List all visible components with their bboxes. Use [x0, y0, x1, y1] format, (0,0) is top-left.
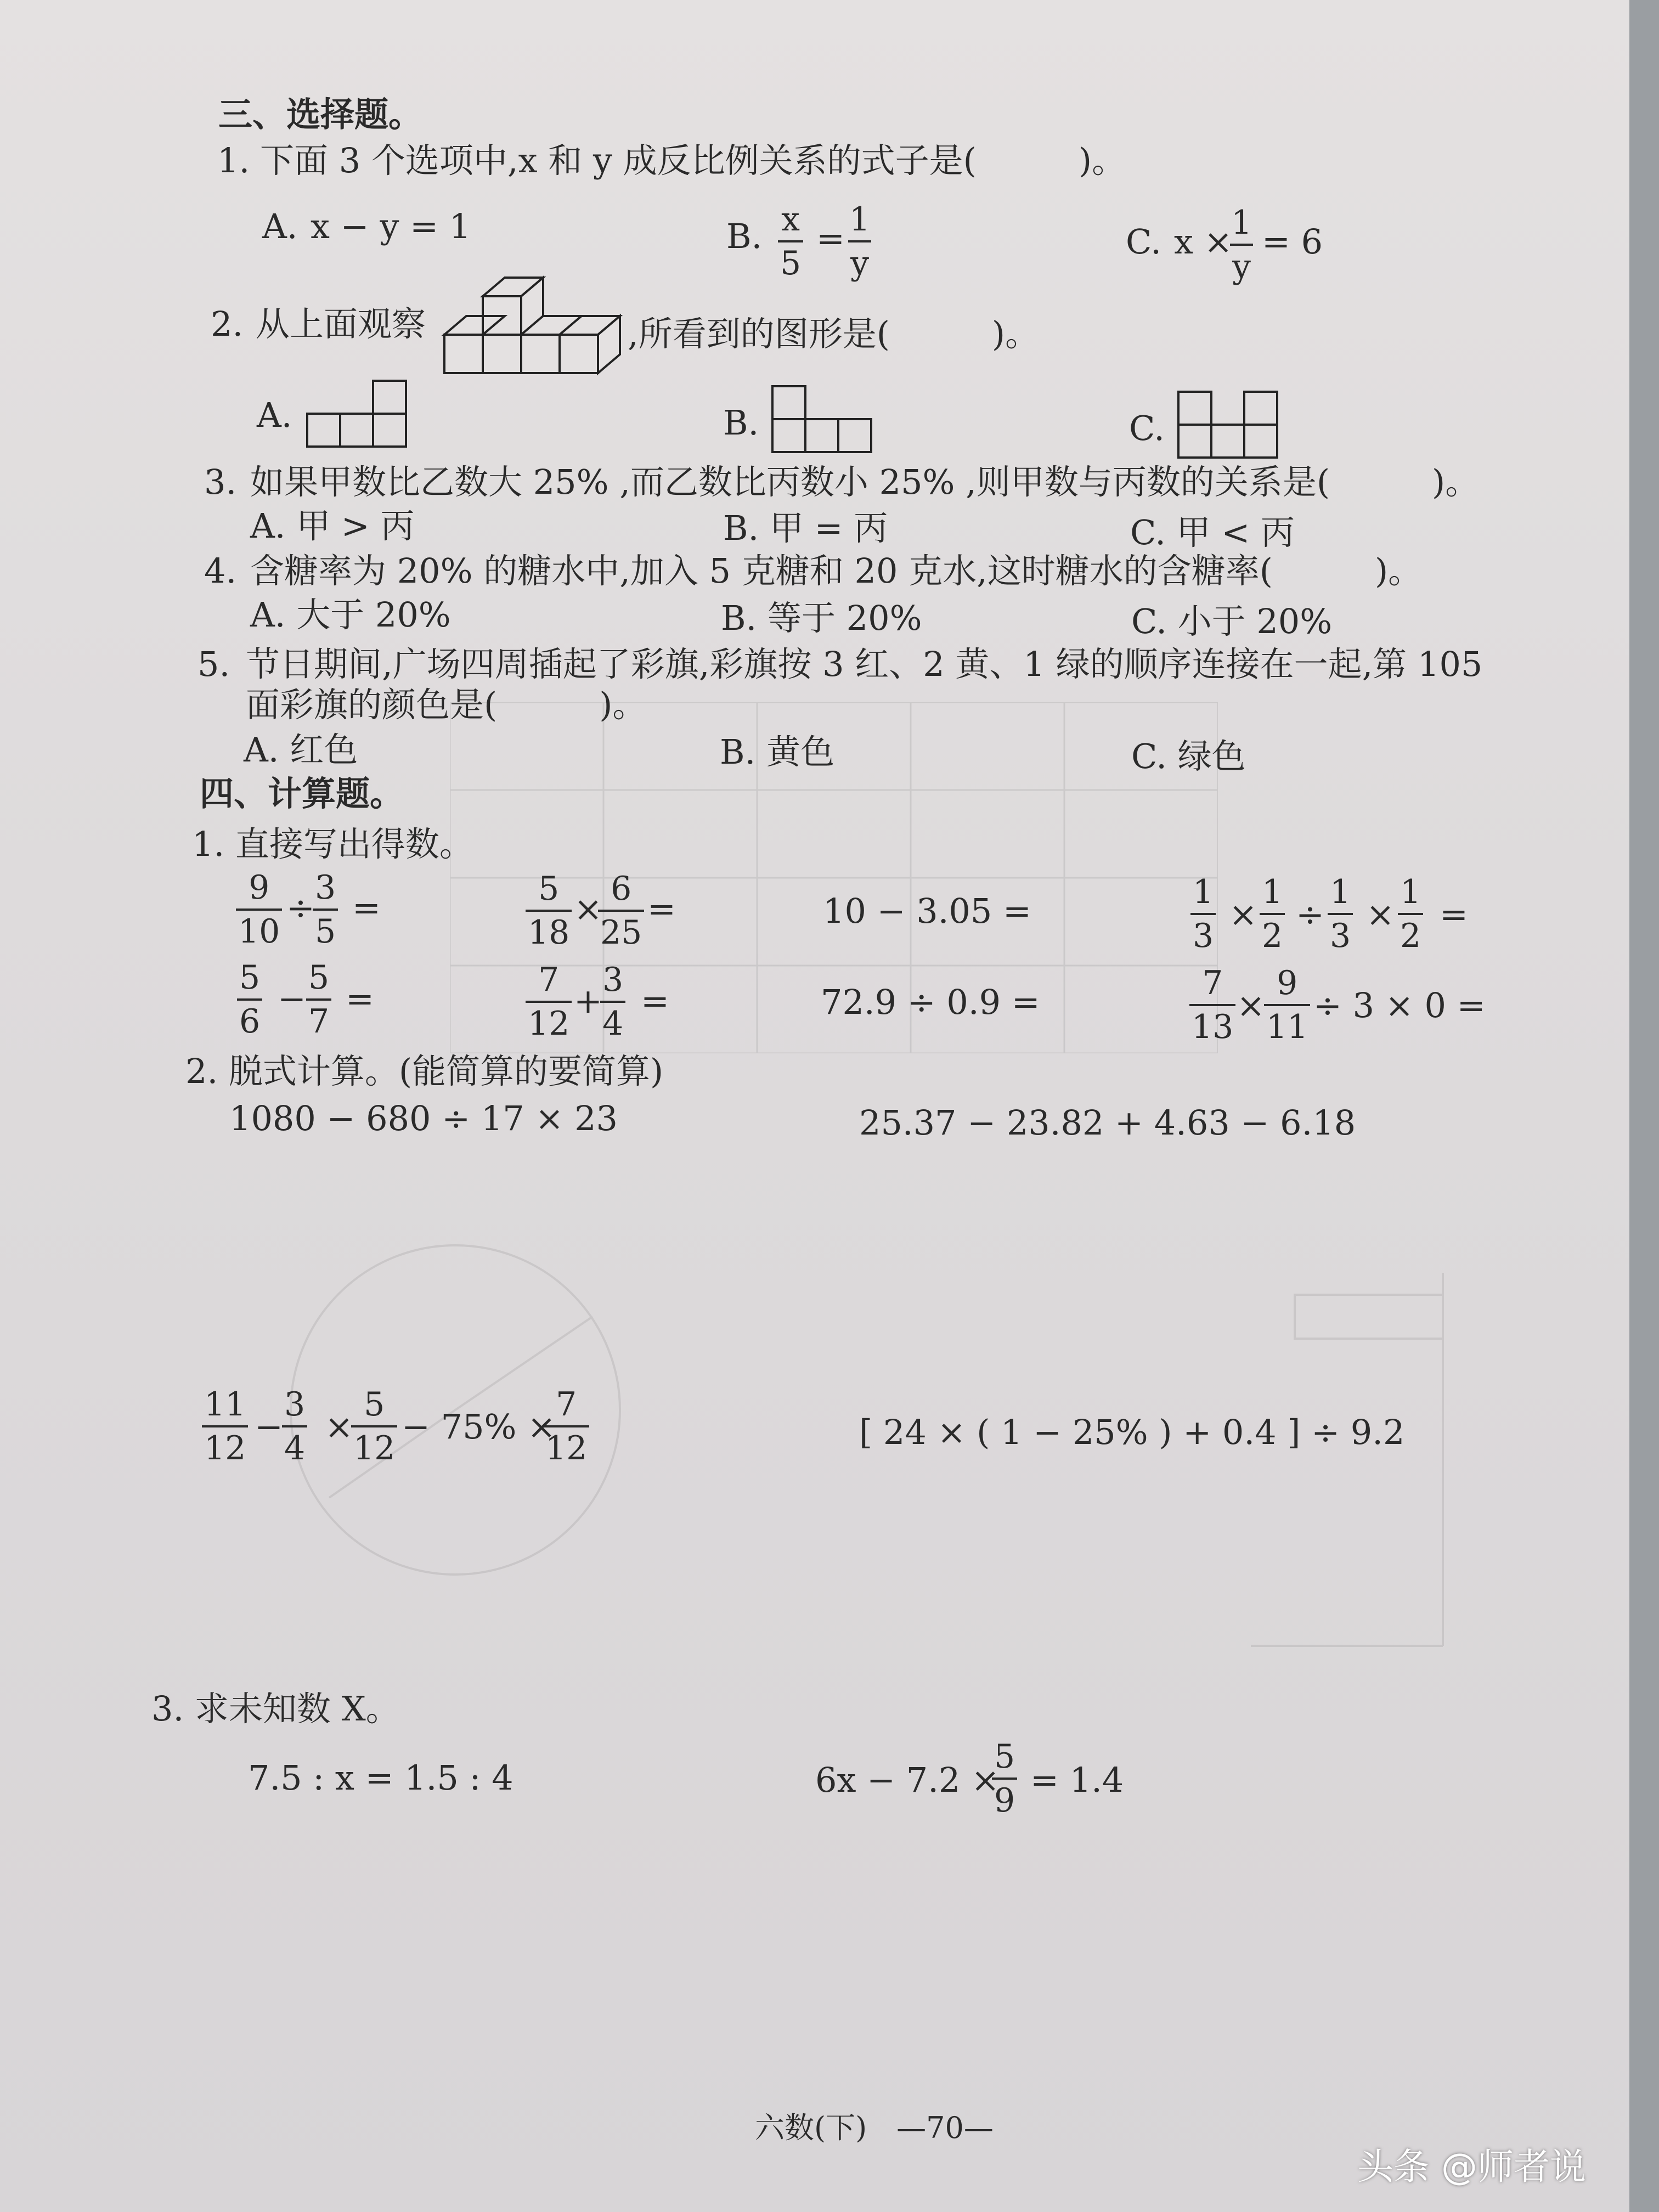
- fraction-numerator: 6: [611, 870, 632, 908]
- q2-number: 2.: [211, 304, 244, 344]
- fraction-denominator: y: [848, 240, 871, 280]
- q4-text: 含糖率为 20% 的糖水中,加入 5 克糖和 20 克水,这时糖水的含糖率( )。: [250, 551, 1423, 591]
- fraction-numerator: x: [781, 200, 800, 239]
- fraction-numerator: 3: [284, 1385, 306, 1424]
- q4-option-c: C. 小于 20%: [1131, 601, 1333, 641]
- cube-stack-figure: [439, 274, 625, 379]
- q2-option-b-view: [770, 384, 880, 455]
- calc-e4-fraction-3: [1328, 873, 1353, 955]
- fraction-numerator: 3: [315, 868, 336, 907]
- fraction-denominator: 11: [1264, 1004, 1310, 1043]
- calc-e8-fraction-1: [1189, 964, 1235, 1046]
- q1-text: 下面 3 个选项中,x 和 y 成反比例关系的式子是( )。: [260, 140, 1126, 180]
- fraction-denominator: 4: [282, 1425, 307, 1465]
- q2-option-c-view: [1176, 390, 1286, 461]
- section3-title: 三、选择题。: [218, 94, 423, 134]
- calc-e4-operator-2: ÷: [1296, 894, 1324, 934]
- fraction-numerator: 5: [364, 1385, 385, 1424]
- calc-e8-operator: ×: [1237, 985, 1265, 1025]
- solve-e2-prefix: 6x − 7.2 ×: [815, 1760, 1000, 1800]
- q1-option-b-equals: =: [816, 218, 845, 258]
- q1-option-c-prefix: x ×: [1174, 222, 1233, 262]
- fraction-numerator: 7: [556, 1385, 577, 1424]
- fraction-numerator: 1: [1193, 873, 1214, 911]
- fraction-denominator: 13: [1189, 1004, 1235, 1043]
- calc2-e4: [ 24 × ( 1 − 25% ) + 0.4 ] ÷ 9.2: [859, 1412, 1405, 1452]
- calc-e2-fraction-2: [598, 870, 644, 952]
- fraction-denominator: y: [1230, 244, 1253, 283]
- q1-number: 1.: [217, 140, 250, 180]
- calc2-e3-fraction-1: [202, 1385, 248, 1468]
- fraction-denominator: 10: [236, 909, 282, 948]
- fraction-numerator: 1: [1231, 204, 1252, 242]
- calc-e4-fraction-4: [1398, 873, 1423, 955]
- fraction-denominator: 12: [202, 1425, 248, 1465]
- calc2-e2: 25.37 − 23.82 + 4.63 − 6.18: [859, 1103, 1356, 1143]
- fraction-numerator: 5: [239, 958, 261, 997]
- fraction-numerator: 5: [538, 870, 560, 908]
- fraction-numerator: 9: [1277, 964, 1298, 1002]
- part1-label: 1. 直接写出得数。: [192, 824, 473, 864]
- solve-e2-suffix: = 1.4: [1030, 1760, 1124, 1800]
- calc2-e1: 1080 − 680 ÷ 17 × 23: [229, 1098, 618, 1138]
- q2-text-before: 从上面观察: [256, 304, 426, 344]
- q5-text-line2: 面彩旗的颜色是( )。: [246, 685, 647, 725]
- fraction-denominator: 4: [600, 1001, 625, 1040]
- fraction-numerator: 7: [1202, 964, 1223, 1002]
- fraction-denominator: 3: [1190, 913, 1216, 952]
- q2-option-b-label: B.: [723, 403, 759, 443]
- q3-option-a: A. 甲 > 丙: [250, 506, 415, 546]
- q5-option-c: C. 绿色: [1131, 736, 1246, 776]
- q1-option-b-fraction-1: [778, 200, 803, 283]
- fraction-denominator: 12: [526, 1001, 572, 1040]
- fraction-numerator: 3: [602, 961, 624, 999]
- fraction-denominator: 6: [237, 998, 262, 1038]
- fraction-denominator: 18: [526, 910, 572, 949]
- fraction-denominator: 7: [306, 998, 331, 1038]
- page-edge: [1629, 0, 1659, 2212]
- fraction-denominator: 2: [1260, 913, 1285, 952]
- fraction-denominator: 25: [598, 910, 644, 949]
- q3-option-c: C. 甲 < 丙: [1130, 512, 1295, 552]
- q4-option-a: A. 大于 20%: [250, 595, 451, 635]
- q3-text: 如果甲数比乙数大 25% ,而乙数比丙数小 25% ,则甲数与丙数的关系是( )。: [250, 462, 1480, 502]
- calc-e2-equals: =: [647, 889, 676, 929]
- q4-option-b: B. 等于 20%: [721, 598, 922, 638]
- fraction-numerator: 1: [1262, 873, 1283, 911]
- watermark: 头条 @师者说: [1357, 2146, 1586, 2188]
- calc-e5-operator: −: [278, 979, 306, 1019]
- fraction-numerator: 11: [204, 1385, 246, 1424]
- calc-e8-fraction-2: [1264, 964, 1310, 1046]
- fraction-numerator: 7: [538, 961, 560, 999]
- calc-e1-equals: =: [352, 888, 381, 928]
- q5-text-line1: 节日期间,广场四周插起了彩旗,彩旗按 3 红、2 黄、1 绿的顺序连接在一起,第 105: [246, 644, 1483, 684]
- section4-title: 四、计算题。: [200, 774, 404, 814]
- calc-e6-fraction-1: [526, 961, 572, 1043]
- calc2-e3-operator-2: ×: [325, 1407, 353, 1447]
- calc-e5-equals: =: [346, 979, 374, 1019]
- q1-option-c-label: C.: [1126, 222, 1161, 262]
- q1-option-c-suffix: = 6: [1262, 222, 1323, 262]
- calc-e4-equals: =: [1440, 894, 1468, 934]
- calc-e4-fraction-2: [1260, 873, 1285, 955]
- q1-option-a-expr: x − y = 1: [311, 206, 471, 246]
- fraction-numerator: 5: [994, 1737, 1015, 1776]
- fraction-denominator: 3: [1328, 913, 1353, 952]
- fraction-denominator: 5: [313, 909, 338, 948]
- q1-option-c-fraction: [1229, 204, 1254, 286]
- calc-e3: 10 − 3.05 =: [823, 891, 1031, 931]
- calc-e4-fraction-1: [1190, 873, 1216, 955]
- part3-label: 3. 求未知数 X。: [151, 1689, 400, 1729]
- calc2-e3-fraction-4: [543, 1385, 589, 1468]
- calc-e8-tail: ÷ 3 × 0 =: [1313, 985, 1486, 1025]
- calc2-e3-fraction-2: [282, 1385, 307, 1468]
- fraction-denominator: 2: [1398, 913, 1423, 952]
- q2-text-after: ,所看到的图形是( )。: [628, 314, 1040, 354]
- calc-e1-fraction-2: [313, 868, 338, 951]
- fraction-numerator: 9: [249, 868, 270, 907]
- page-footer: 六数(下) —70—: [755, 2111, 994, 2145]
- q2-option-a-label: A.: [257, 395, 292, 435]
- calc-e7: 72.9 ÷ 0.9 =: [821, 982, 1040, 1022]
- calc-e2-operator: ×: [574, 889, 602, 929]
- calc-e1-fraction-1: [236, 868, 282, 951]
- fraction-denominator: 5: [778, 240, 803, 280]
- calc-e1-operator: ÷: [286, 888, 315, 928]
- solve-e2-fraction: [992, 1737, 1017, 1820]
- q5-number: 5.: [198, 644, 230, 684]
- q1-option-b-label: B.: [726, 216, 763, 256]
- part2-label: 2. 脱式计算。(能简算的要简算): [185, 1051, 664, 1091]
- solve-e1: 7.5 : x = 1.5 : 4: [248, 1758, 514, 1798]
- calc2-e3-middle: − 75% ×: [402, 1407, 556, 1447]
- q5-option-b: B. 黄色: [720, 732, 834, 772]
- calc-e2-fraction-1: [526, 870, 572, 952]
- calc-e6-operator: +: [574, 981, 602, 1021]
- q2-option-a-view: [305, 379, 415, 450]
- q1-option-a-label: A.: [262, 206, 298, 246]
- bleed-through-barchart: [1251, 1273, 1470, 1657]
- q1-option-b-fraction-2: [847, 200, 872, 283]
- calc-e5-fraction-1: [237, 958, 262, 1041]
- calc2-e3-fraction-3: [351, 1385, 397, 1468]
- fraction-numerator: 5: [308, 958, 330, 997]
- fraction-numerator: 1: [1400, 873, 1421, 911]
- q3-number: 3.: [204, 462, 237, 502]
- calc-e4-operator-1: ×: [1229, 894, 1257, 934]
- q4-number: 4.: [204, 551, 237, 591]
- fraction-numerator: 1: [849, 200, 871, 239]
- calc2-e3-operator-1: −: [255, 1407, 283, 1447]
- fraction-denominator: 12: [543, 1425, 589, 1465]
- q2-option-c-label: C.: [1129, 408, 1165, 448]
- q3-option-b: B. 甲 = 丙: [723, 508, 888, 548]
- fraction-denominator: 9: [992, 1778, 1017, 1817]
- q5-option-a: A. 红色: [244, 730, 358, 770]
- calc-e6-fraction-2: [600, 961, 625, 1043]
- fraction-numerator: 1: [1330, 873, 1351, 911]
- fraction-denominator: 12: [351, 1425, 397, 1465]
- calc-e6-equals: =: [641, 981, 669, 1021]
- calc-e4-operator-3: ×: [1366, 894, 1395, 934]
- calc-e5-fraction-2: [306, 958, 331, 1041]
